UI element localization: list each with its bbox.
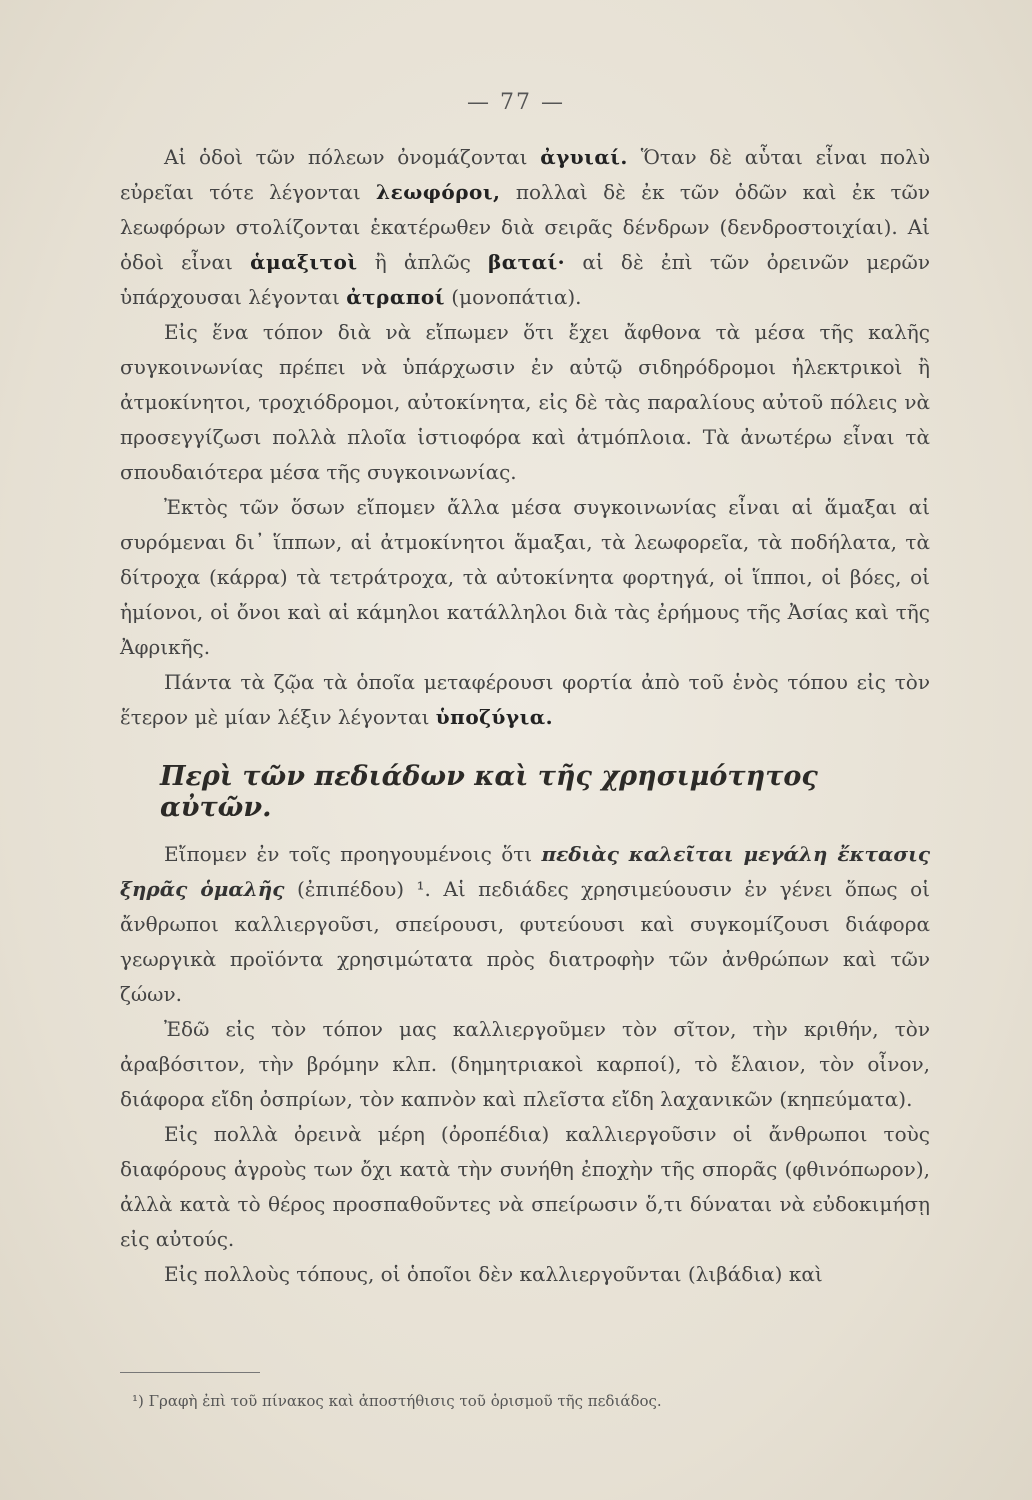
text-run: ἢ ἁπλῶς	[357, 250, 488, 274]
paragraph	[120, 665, 930, 735]
paragraph	[120, 140, 930, 315]
paragraph	[120, 1257, 930, 1292]
paragraph	[120, 837, 930, 1012]
text-run: Ἐδῶ εἰς τὸν τόπον μας καλλιεργοῦμεν τὸν σῖτον, τὴν κριθήν, τὸν ἀραβόσιτον, τὴν βρόμην κλπ. (δημητριακοὶ καρποί), τὸ ἔλαιον, τὸν οἶνον, διάφορα εἴδη ὀσπρίων, τὸν καπνὸν καὶ πλεῖστα εἴδη λαχανικῶν (κηπεύματα).	[120, 1017, 930, 1111]
text-run: Πάντα τὰ ζῷα τὰ ὁποῖα μεταφέρουσι φορτία ἀπὸ τοῦ ἑνὸς τόπου εἰς τὸν ἕτερον μὲ μίαν λέξιν λέγονται	[120, 670, 930, 729]
section-transport-text	[120, 140, 930, 735]
bold-term: ἁμαξιτοὶ	[250, 250, 358, 274]
text-run: Εἰς πολλοὺς τόπους, οἱ ὁποῖοι δὲν καλλιεργοῦνται (λιβάδια) καὶ	[164, 1262, 823, 1286]
paragraph	[120, 1012, 930, 1117]
bold-term: ὑποζύγια.	[435, 705, 554, 729]
text-run: αἱ δὲ ἐπὶ τῶν ὀρεινῶν μερῶν ὑπάρχουσαι λέγονται	[120, 250, 931, 309]
text-run: Εἰς ἕνα τόπον διὰ νὰ εἴπωμεν ὅτι ἔχει ἄφθονα τὰ μέσα τῆς καλῆς συγκοινωνίας πρέπει νὰ ὑπάρχωσιν ἐν αὐτῷ σιδηρόδρομοι ἠλεκτρικοὶ ἢ ἀτμοκίνητοι, τροχιόδρομοι, αὐτοκίνητα, εἰς δὲ τὰς παραλίους αὐτοῦ πόλεις νὰ προσεγγίζωσι πολλὰ πλοῖα ἱστιοφόρα καὶ ἀτμόπλοια. Τὰ ἀνωτέρω εἶναι τὰ σπουδαιότερα μέσα τῆς συγκοινωνίας.	[120, 320, 930, 484]
paragraph	[120, 315, 930, 490]
bold-term: ἀγυιαί.	[540, 145, 628, 169]
bold-term: λεωφόροι,	[376, 180, 501, 204]
paragraph	[120, 1117, 930, 1257]
text-run: (ἐπιπέδου) ¹. Αἱ πεδιάδες χρησιμεύουσιν ἐν γένει ὅπως οἱ ἄνθρωποι καλλιεργοῦσι, σπείρουσι, φυτεύουσι καὶ συγκομίζουσι διάφορα γεωργικὰ προϊόντα χρησιμώτατα πρὸς διατροφὴν τῶν ἀνθρώπων καὶ τῶν ζώων.	[120, 877, 930, 1006]
text-run: Αἱ ὁδοὶ τῶν πόλεων ὀνομάζονται	[164, 145, 541, 169]
page-number: — 77 —	[467, 90, 565, 115]
definition-text: πεδιὰς καλεῖται μεγάλη ἔκτασις ξηρᾶς ὁμαλῆς	[120, 842, 930, 901]
footnote-divider	[120, 1372, 260, 1373]
footnote: ¹) Γραφὴ ἐπὶ τοῦ πίνακος καὶ ἀποστήθισις τοῦ ὁρισμοῦ τῆς πεδιάδος.	[132, 1392, 662, 1410]
text-run: Εἴπομεν ἐν τοῖς προηγουμένοις ὅτι	[164, 842, 542, 866]
bold-term: ἀτραποί	[346, 285, 445, 309]
bold-term: βαταί·	[487, 250, 566, 274]
main-text	[120, 140, 930, 1292]
section-plains-text	[120, 837, 930, 1292]
text-run: Εἰς πολλὰ ὀρεινὰ μέρη (ὀροπέδια) καλλιεργοῦσιν οἱ ἄνθρωποι τοὺς διαφόρους ἀγροὺς των ὄχι κατὰ τὴν συνήθη ἐποχὴν τῆς σπορᾶς (φθινόπωρον), ἀλλὰ κατὰ τὸ θέρος προσπαθοῦντες νὰ σπείρωσιν ὅ,τι δύναται νὰ εὐδοκιμήσῃ εἰς αὐτούς.	[120, 1122, 930, 1251]
section-heading: Περὶ τῶν πεδιάδων καὶ τῆς χρησιμότητος αὐτῶν.	[160, 761, 818, 823]
text-run: πολλαὶ δὲ ἐκ τῶν ὁδῶν καὶ ἐκ τῶν λεωφόρων στολίζονται ἑκατέρωθεν διὰ σειρᾶς δένδρων (δενδροστοιχίαι). Αἱ ὁδοὶ εἶναι	[120, 180, 930, 274]
text-run: Ὅταν δὲ αὗται εἶναι πολὺ εὐρεῖαι τότε λέγονται	[120, 145, 931, 204]
paragraph	[120, 490, 930, 665]
text-run: Ἐκτὸς τῶν ὅσων εἴπομεν ἄλλα μέσα συγκοινωνίας εἶναι αἱ ἅμαξαι αἱ συρόμεναι δι᾽ ἵππων, αἱ ἀτμοκίνητοι ἅμαξαι, τὰ λεωφορεῖα, τὰ ποδήλατα, τὰ δίτροχα (κάρρα) τὰ τετράτροχα, τὰ αὐτοκίνητα φορτηγά, οἱ ἵπποι, οἱ βόες, οἱ ἡμίονοι, οἱ ὄνοι καὶ αἱ κάμηλοι κατάλληλοι διὰ τὰς ἐρήμους τῆς Ἀσίας καὶ τῆς Ἀφρικῆς.	[120, 495, 930, 659]
text-run: (μονοπάτια).	[444, 285, 582, 309]
